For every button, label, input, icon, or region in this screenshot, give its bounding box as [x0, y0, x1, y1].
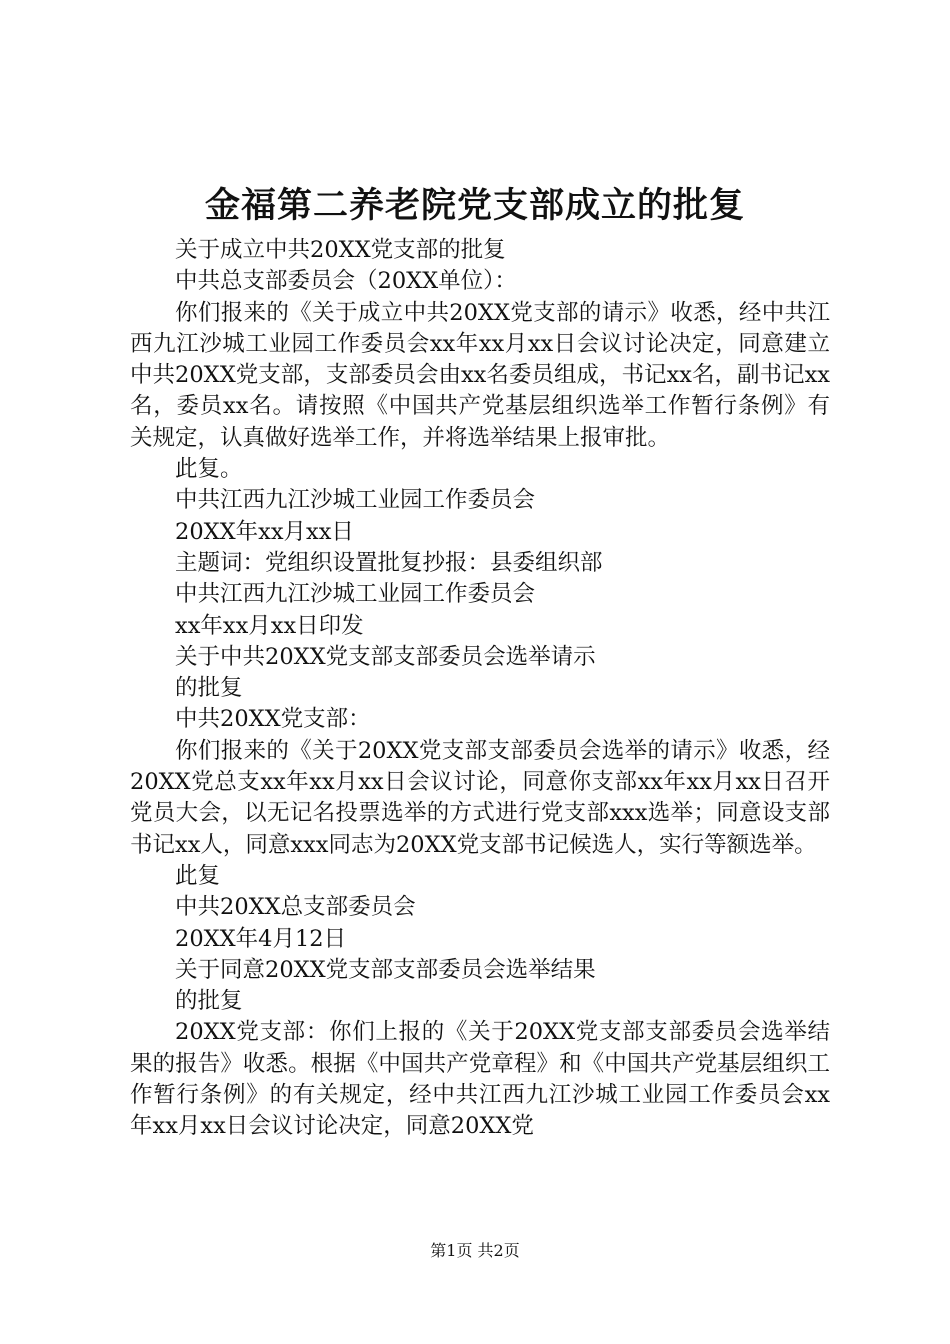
paragraph-19: 20XX党支部：你们上报的《关于20XX党支部支部委员会选举结果的报告》收悉。根据《中国共产党章程》和《中国共产党基层组织工作暂行条例》的有关规定，经中共江西九江沙城工业园工作委员会xx年xx月xx日会议讨论决定，同意20XX党: [130, 1019, 830, 1140]
paragraph-14: 此复: [175, 862, 221, 889]
paragraph-9: xx年xx月xx日印发: [175, 612, 364, 639]
paragraph-16: 20XX年4月12日: [175, 925, 347, 952]
paragraph-8: 中共江西九江沙城工业园工作委员会: [175, 581, 536, 608]
paragraph-18: 的批复: [175, 988, 243, 1015]
page-number-footer: 第1页 共2页: [430, 1241, 520, 1260]
paragraph-6: 20XX年xx月xx日: [175, 518, 354, 545]
paragraph-12: 中共20XX党支部：: [175, 706, 371, 733]
paragraph-17: 关于同意20XX党支部支部委员会选举结果: [175, 956, 596, 983]
paragraph-7: 主题词：党组织设置批复抄报：县委组织部: [175, 549, 603, 576]
document-body: [130, 235, 830, 1143]
paragraph-3: 你们报来的《关于成立中共20XX党支部的请示》收悉，经中共江西九江沙城工业园工作委员会xx年xx月xx日会议讨论决定，同意建立中共20XX党支部，支部委员会由xx名委员组成，书记xx名，副书记xx名，委员xx名。请按照《中国共产党基层组织选举工作暂行条例》有关规定，认真做好选举工作，并将选举结果上报审批。: [130, 299, 830, 451]
paragraph-2: 中共总支部委员会（20XX单位）：: [175, 268, 517, 295]
paragraph-11: 的批复: [175, 675, 243, 702]
paragraph-10: 关于中共20XX党支部支部委员会选举请示: [175, 643, 596, 670]
paragraph-1: 关于成立中共20XX党支部的批复: [175, 237, 506, 263]
document-title: 金福第二养老院党支部成立的批复: [204, 185, 745, 226]
paragraph-15: 中共20XX总支部委员会: [175, 894, 416, 921]
paragraph-4: 此复。: [175, 456, 243, 483]
paragraph-13: 你们报来的《关于20XX党支部支部委员会选举的请示》收悉，经20XX党总支xx年xx月xx日会议讨论，同意你支部xx年xx月xx日召开党员大会，以无记名投票选举的方式进行党支部xxx选举；同意设支部书记xx人，同意xxx同志为20XX党支部书记候选人，实行等额选举。: [130, 737, 830, 858]
paragraph-5: 中共江西九江沙城工业园工作委员会: [175, 487, 536, 514]
